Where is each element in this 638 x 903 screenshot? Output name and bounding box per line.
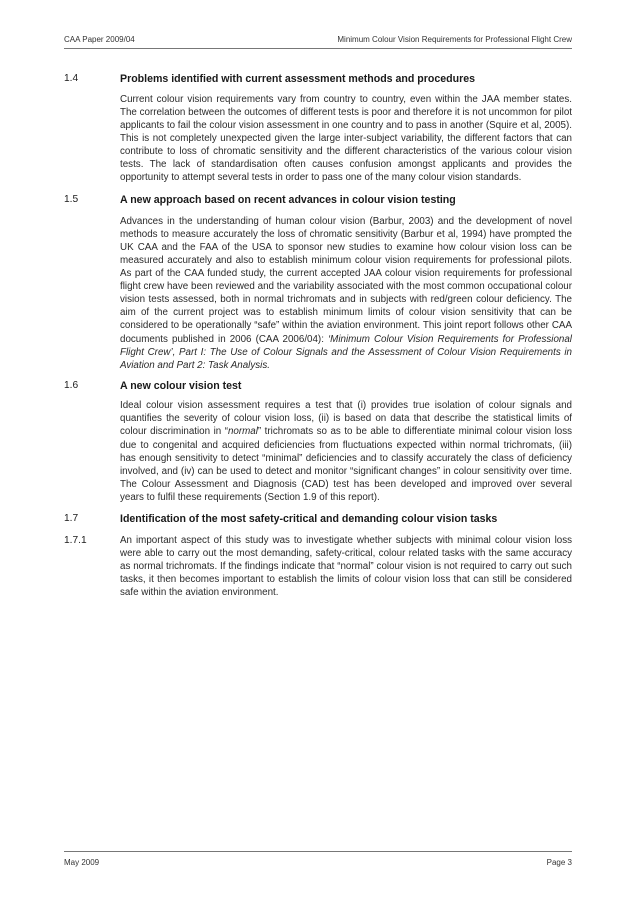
page-content: [64, 72, 572, 599]
section-number: 1.5: [64, 194, 79, 206]
running-footer: [64, 858, 572, 867]
header-report-title: Minimum Colour Vision Requirements for Professional Flight Crew: [337, 35, 572, 44]
paragraph-text-part-a: Ideal colour vision assessment requires a test that (i) provides true isolation of colour signals and quantifies the severity of colour vision loss, (ii) is based on data that describe the statistical limits of colour discrimination in “: [120, 400, 572, 438]
footer-rule: [64, 851, 572, 852]
running-header: [64, 35, 572, 44]
section-1-7: [64, 512, 572, 527]
section-paragraph: [120, 399, 572, 504]
section-number: 1.4: [64, 73, 79, 84]
footer-date: May 2009: [64, 858, 100, 867]
header-paper-id: CAA Paper 2009/04: [64, 35, 135, 44]
section-paragraph: Current colour vision requirements vary from country to country, even within the JAA member states. The correlation between the outcomes of different tests is poor and therefore it is not uncommon for pilot applicants to fail the colour vision assessment in one country and to pass in another (Squire et al, 2005). This is not completely unexpected given the large inter-subject variability, the different factors that can contribute to loss of chromatic sensitivity and the different characteristics of the various colour vision tests. The lack of standardisation often causes confusion amongst applicants and provides the opportunity to attempt several tests in order to pass one of the many colour vision standards.: [120, 93, 572, 184]
section-heading: Identification of the most safety-critical and demanding colour vision tasks: [120, 513, 498, 526]
footer-page-number: Page 3: [546, 858, 572, 867]
section-paragraph: [120, 215, 572, 372]
section-heading: A new approach based on recent advances in colour vision testing: [120, 194, 456, 207]
paragraph-italic-citation: ‘Minimum Colour Vision Requirements for Professional Flight Crew’, Part I: The Use of Colour Signals and the Assessment of Colour Vision Requirements in Aviation and Part 2: Task Analysis.: [120, 333, 572, 371]
section-heading: A new colour vision test: [120, 379, 242, 392]
section-paragraph: An important aspect of this study was to investigate whether subjects with minimal colour vision loss were able to carry out the most demanding, safety-critical, colour related tasks with the same accuracy as normal trichromats. If the findings indicate that “normal” colour vision is not required to carry out such tasks, it then becomes important to establish the limits of colour vision loss that can still be considered safe within the aviation environment.: [120, 534, 572, 598]
paragraph-text-part-b: ” trichromats so as to be able to differentiate minimal colour vision loss due to congenital and acquired deficiencies from fluctuations expected within normal trichromats, (iii) has enough sensitivity to detect “minimal” deficiencies and to classify accurately the class of deficiency involved, and (iv) can be used to detect and monitor “significant changes” in colour sensitivity over time. The Colour Assessment and Diagnosis (CAD) test has been developed and improved over several years to fulfil these requirements (Section 1.9 of this report).: [120, 426, 572, 503]
section-number: 1.7.1: [64, 534, 87, 546]
paragraph-text: Advances in the understanding of human colour vision (Barbur, 2003) and the development of novel methods to measure accurately the loss of chromatic sensitivity (Barbur et al, 1994) have prompted the UK CAA and the FAA of the USA to sponsor new studies to examine how colour vision loss can be measured accurately and also to establish minimum colour vision requirements for professional pilots. As part of the CAA funded study, the current accepted JAA colour vision requirements for professional flight crew have been reviewed and the variability associated with the most common occupational colour vision tests assessed, both in normal trichromats and in subjects with red/green colour deficiency. The aim of the current project was to establish minimum limits of colour vision sensitivity that can be considered to be operationally “safe” within the aviation environment. This joint report follows other CAA documents published in 2006 (CAA 2006/04):: [120, 215, 572, 345]
section-1-4: [64, 72, 572, 184]
header-rule: [64, 48, 572, 49]
section-1-5: [64, 193, 572, 372]
section-number: 1.7: [64, 513, 79, 525]
section-heading: Problems identified with current assessment methods and procedures: [120, 73, 475, 85]
section-number: 1.6: [64, 379, 79, 391]
section-1-6: [64, 379, 572, 504]
section-1-7-1: [64, 534, 572, 599]
paragraph-italic-term: normal: [227, 426, 258, 438]
